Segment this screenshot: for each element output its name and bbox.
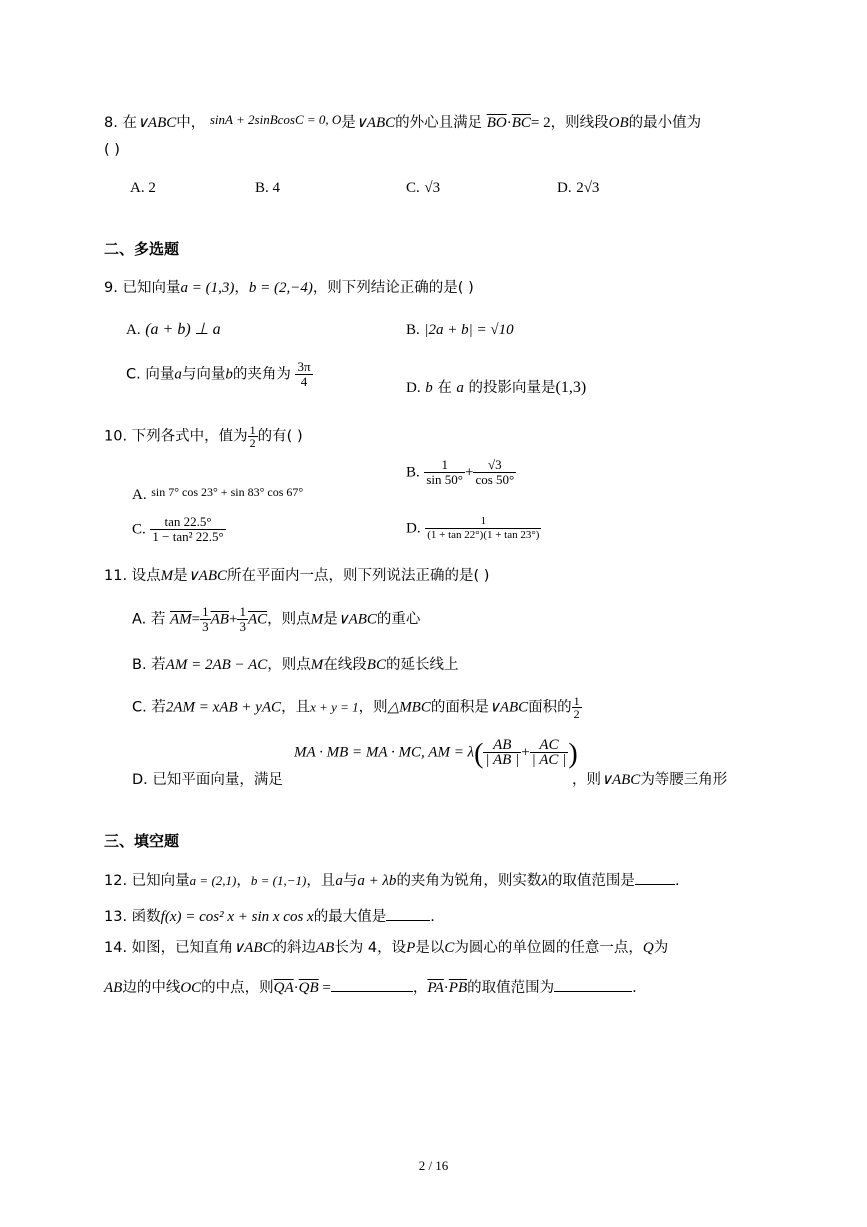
q10-b-den1: sin 50° — [426, 472, 463, 487]
q11-b-expr: AM = 2AB − AC — [165, 657, 268, 673]
q9-angle-fraction — [295, 360, 312, 389]
q11-option-d-text — [132, 770, 283, 790]
q11-a-am: $\overline{AM}$ — [170, 611, 192, 628]
q10-d-num: 1 — [425, 515, 541, 529]
q8-option-d — [557, 178, 599, 198]
q10-option-d-frac — [425, 515, 541, 542]
q11-text: C. 若 — [132, 699, 166, 716]
q14-text: 的斜边 — [272, 940, 316, 956]
q9-option-d: D. b 在 a 的投影向量是(1,3) — [406, 379, 587, 396]
q11-option-d-formula: MA · MB = MA · MC, AM = λ( $\frac{AB}{| AB |}$ + $\frac{AC}{| AC |}$ ) — [294, 737, 578, 770]
q8-option-c-label: C. — [406, 180, 420, 196]
q10-option-d-label: D. — [406, 520, 421, 537]
q11-text: 11. 设点 — [104, 568, 161, 584]
q9-option-c: C. 向量a与向量b的夹角为 $\frac{3\pi}{4}$ — [126, 359, 311, 389]
q11-a-plus: + — [228, 611, 238, 628]
q13-text: 的最大值是 — [313, 909, 387, 925]
q11-a-num2: 1 — [239, 604, 246, 619]
q11-d-triangle: ∨ABC — [601, 772, 641, 788]
q9-option-a — [126, 320, 221, 340]
q10-option-c-label: C. — [132, 521, 146, 538]
q11-c-triangle-mbc: △MBC — [387, 699, 431, 716]
q13-end: . — [430, 909, 435, 925]
q9-text: C. 向量 — [126, 366, 175, 383]
q10-option-a — [132, 482, 303, 505]
q8-paren: ( ) — [104, 142, 120, 158]
q8-condition: sinA + 2sinBcosC = 0, O — [209, 112, 342, 127]
q11-triangle: ∨ABC — [187, 568, 227, 584]
q11-b-bc: BC — [366, 657, 386, 673]
q9-option-a-label: A. — [126, 322, 141, 338]
q11-text: ，且 — [281, 699, 311, 716]
q11-option-c — [132, 695, 582, 720]
q11-c-expr: 2AM = xAB + yAC — [165, 699, 282, 716]
q8-dot: · — [506, 115, 512, 131]
q9-option-b — [406, 320, 514, 340]
q11-a-frac1 — [200, 605, 211, 634]
q9-option-b-expr: |2a + b| = √10 — [424, 322, 514, 338]
q10-b-num2: √3 — [473, 458, 516, 473]
section-fill-blank: 三、填空题 — [104, 832, 180, 850]
q11-text: A. 若 — [132, 611, 166, 628]
q14-q: Q — [642, 940, 654, 956]
q10-c-num: tan 22.5° — [150, 515, 225, 530]
q11-a-ab: $\overline{AB}$ — [210, 611, 229, 628]
q14-text: 是以 — [415, 940, 445, 956]
q9-projection: (1,3) — [555, 379, 587, 396]
q12-expr: a + λb — [357, 873, 397, 889]
q9-angle-num: 3π — [297, 359, 311, 374]
q11-c-half-num: 1 — [573, 694, 580, 708]
q11-a-frac2 — [237, 605, 248, 634]
q10-option-a-expr: sin 7° cos 23° + sin 83° cos 67° — [151, 485, 304, 499]
q12-text: 12. 已知向量 — [104, 873, 190, 889]
q11-stem — [104, 566, 489, 586]
q11-c-cond: x + y = 1 — [310, 699, 359, 715]
q8-vector-bo: $\overline{BO}$ — [486, 115, 507, 131]
q13-stem — [104, 906, 435, 927]
q11-option-d-tail — [572, 770, 727, 790]
q12-lambda: λ — [541, 873, 548, 889]
q10-option-b-frac1 — [424, 458, 465, 487]
q14-stem-line1 — [104, 938, 668, 958]
q12-text: 与 — [342, 873, 358, 889]
q8-text: 的最小值为 — [628, 115, 702, 131]
q11-text: 的面积是 — [430, 699, 489, 716]
q10-half-num: 1 — [249, 423, 256, 437]
q14-text: ， — [412, 980, 428, 996]
q10-d-den: (1 + tan 22°)(1 + tan 23°) — [427, 529, 540, 541]
q11-c-triangle-abc: ∨ABC — [488, 699, 529, 716]
q9-vector-a: a = (1,3) — [180, 280, 235, 296]
q14-end: . — [632, 980, 637, 996]
q11-text: D. 已知平面向量，满足 — [132, 772, 283, 788]
q11-a-triangle: ∨ABC — [337, 611, 377, 628]
q10-b-num1: 1 — [424, 458, 465, 473]
q11-text: 是 — [323, 611, 338, 628]
q14-oc: OC — [180, 980, 202, 996]
q9-text: ，则下列结论正确的是( ) — [312, 280, 474, 296]
q13-expr: f(x) = cos² x + sin x cos x — [160, 909, 314, 925]
q11-text: 为等腰三角形 — [640, 772, 728, 788]
q14-stem-line2: AB边的中线OC的中点，则$\overline{QA}\cdot\overline{QB}$ = ，$\overline{PA}\cdot\overline{PB}$的取值范围为 . — [104, 977, 637, 998]
q14-triangle: ∨ABC — [233, 940, 273, 956]
q10-c-den: 1 − tan² 22.5° — [152, 529, 224, 544]
q10-option-d — [406, 515, 541, 542]
q11-text: ，则点 — [267, 611, 311, 628]
q8-option-c — [406, 178, 440, 198]
q14-text: 的取值范围为 — [467, 980, 555, 996]
q8-ob: OB — [608, 115, 629, 131]
q14-text: 为圆心的单位圆的任意一点， — [454, 940, 643, 956]
q14-text: 的中点，则 — [201, 980, 274, 996]
q10-option-a-label: A. — [132, 487, 147, 503]
q14-c: C — [444, 940, 455, 956]
q8-stem — [104, 110, 701, 133]
q13-answer-blank[interactable] — [386, 906, 430, 921]
q9-option-d-label: D. — [406, 380, 421, 396]
q14-qb: $\overline{QB}$ — [298, 980, 319, 996]
q9-text: 的投影向量是 — [468, 380, 556, 396]
q10-b-den2: cos 50° — [475, 472, 515, 487]
q8-equals: = 2 — [530, 115, 551, 131]
q12-vector-a: a = (2,1) — [189, 873, 237, 888]
q11-text: ，则 — [358, 699, 388, 716]
q14-text: 为 — [653, 940, 669, 956]
q8-option-a: A. 2 — [130, 180, 156, 196]
q12-text: 的取值范围是 — [547, 873, 635, 889]
q12-stem: 12. 已知向量a = (2,1)，b = (1,−1)，且a与a + λb的夹角为锐角，则实数λ的取值范围是 . — [104, 870, 680, 891]
q11-text: 面积的 — [528, 699, 572, 716]
q8-option-d-label: D. — [557, 180, 572, 196]
q14-text: 边的中线 — [122, 980, 181, 996]
q8-vector-bc: $\overline{BC}$ — [511, 115, 531, 131]
q9-text: 9. 已知向量 — [104, 280, 181, 296]
q14-text: 14. 如图，已知直角 — [104, 940, 234, 956]
q14-answer-blank-2[interactable] — [554, 977, 632, 992]
q11-text: ，则点 — [267, 657, 311, 673]
q12-end: . — [674, 873, 680, 889]
q10-option-b-label: B. — [406, 464, 420, 481]
q11-a-ac: $\overline{AC}$ — [247, 611, 268, 628]
q12-text: ，且 — [306, 873, 336, 889]
q12-a: a — [335, 873, 343, 889]
q8-option-c-value: √3 — [424, 180, 441, 196]
q8-option-b: B. 4 — [255, 180, 281, 196]
q11-a-den2: 3 — [239, 619, 246, 634]
q11-text: 是 — [173, 568, 188, 584]
q11-text: B. 若 — [132, 657, 166, 673]
q9-option-b-label: B. — [406, 322, 420, 338]
q11-d-formula: MA · MB = MA · MC, AM = λ — [294, 744, 475, 761]
q11-a-den1: 3 — [202, 619, 209, 634]
q11-d-num2: AC — [530, 738, 569, 753]
q9-angle-den: 4 — [300, 374, 308, 389]
page-number: 2 / 16 — [418, 1158, 449, 1173]
q8-option-d-value: 2√3 — [576, 180, 600, 196]
q9-vector-b: b = (2,−4) — [248, 280, 313, 296]
q8-triangle: ∨ABC — [355, 115, 396, 131]
q14-ab: AB — [104, 980, 123, 996]
q11-option-b — [132, 655, 458, 675]
q14-answer-blank-1[interactable] — [331, 977, 413, 992]
q10-option-b — [406, 458, 516, 487]
q11-text: ，则 — [572, 772, 601, 788]
q12-answer-blank[interactable] — [635, 870, 675, 885]
q11-d-num1: AB — [483, 738, 521, 753]
q14-text: 长为 4，设 — [334, 940, 407, 956]
q11-d-den1: | AB | — [485, 752, 520, 768]
q10-option-c — [132, 515, 226, 544]
q11-m: M — [160, 568, 174, 584]
q10-option-c-frac — [150, 515, 225, 544]
q9-option-a-expr: (a + b) ⊥ a — [145, 321, 221, 338]
q9-stem: 9. 已知向量a = (1,3)，b = (2,−4)，则下列结论正确的是( ) — [104, 280, 474, 296]
q14-pa: $\overline{PA}$ — [427, 980, 444, 996]
q14-p: P — [406, 940, 416, 956]
q10-half — [248, 424, 258, 449]
q11-text: 的延长线上 — [385, 657, 459, 673]
q10-b-plus: + — [465, 464, 474, 481]
q11-a-num1: 1 — [202, 604, 209, 619]
q11-c-half-den: 2 — [573, 707, 580, 721]
q10-text: 10. 下列各式中，值为 — [104, 428, 248, 445]
q14-ab: AB — [315, 940, 335, 956]
q8-text: 8. 在 — [104, 115, 137, 131]
q14-qa: $\overline{QA}$ — [273, 980, 294, 996]
section-multiple-choice: 二、多选题 — [104, 240, 180, 258]
q14-pb: $\overline{PB}$ — [448, 980, 468, 996]
q10-option-b-frac2 — [473, 458, 516, 487]
q9-text: 在 — [437, 380, 452, 396]
q11-d-plus: + — [521, 744, 530, 761]
q8-text: ，则线段 — [550, 115, 609, 131]
q8-triangle: ∨ABC — [136, 115, 177, 131]
q11-a-m: M — [310, 611, 324, 628]
q14-eq: = — [318, 980, 331, 996]
q11-d-den2: | AC | — [531, 752, 567, 768]
q11-text: 在线段 — [323, 657, 367, 673]
q12-vector-b: b = (1,−1) — [250, 873, 307, 888]
q11-c-half — [572, 695, 582, 720]
q8-text: 是 — [341, 115, 356, 131]
q9-text: 与向量 — [181, 366, 226, 383]
q11-option-a — [132, 605, 420, 634]
q13-text: 13. 函数 — [104, 909, 161, 925]
q10-text: 的有( ) — [257, 428, 303, 445]
q8-text: 中， — [176, 115, 206, 131]
q12-text: 的夹角为锐角，则实数 — [396, 873, 542, 889]
q8-text: 的外心且满足 — [395, 115, 483, 131]
q10-stem — [104, 424, 303, 449]
q9-text: 的夹角为 — [232, 366, 291, 383]
q11-b-m: M — [310, 657, 324, 673]
q11-d-frac1 — [483, 738, 521, 767]
q10-half-den: 2 — [249, 436, 256, 450]
q11-a-eq: = — [191, 611, 201, 628]
q11-text: 所在平面内一点，则下列说法正确的是( ) — [226, 568, 490, 584]
q11-text: 的重心 — [376, 611, 421, 628]
q11-d-frac2 — [530, 738, 569, 767]
